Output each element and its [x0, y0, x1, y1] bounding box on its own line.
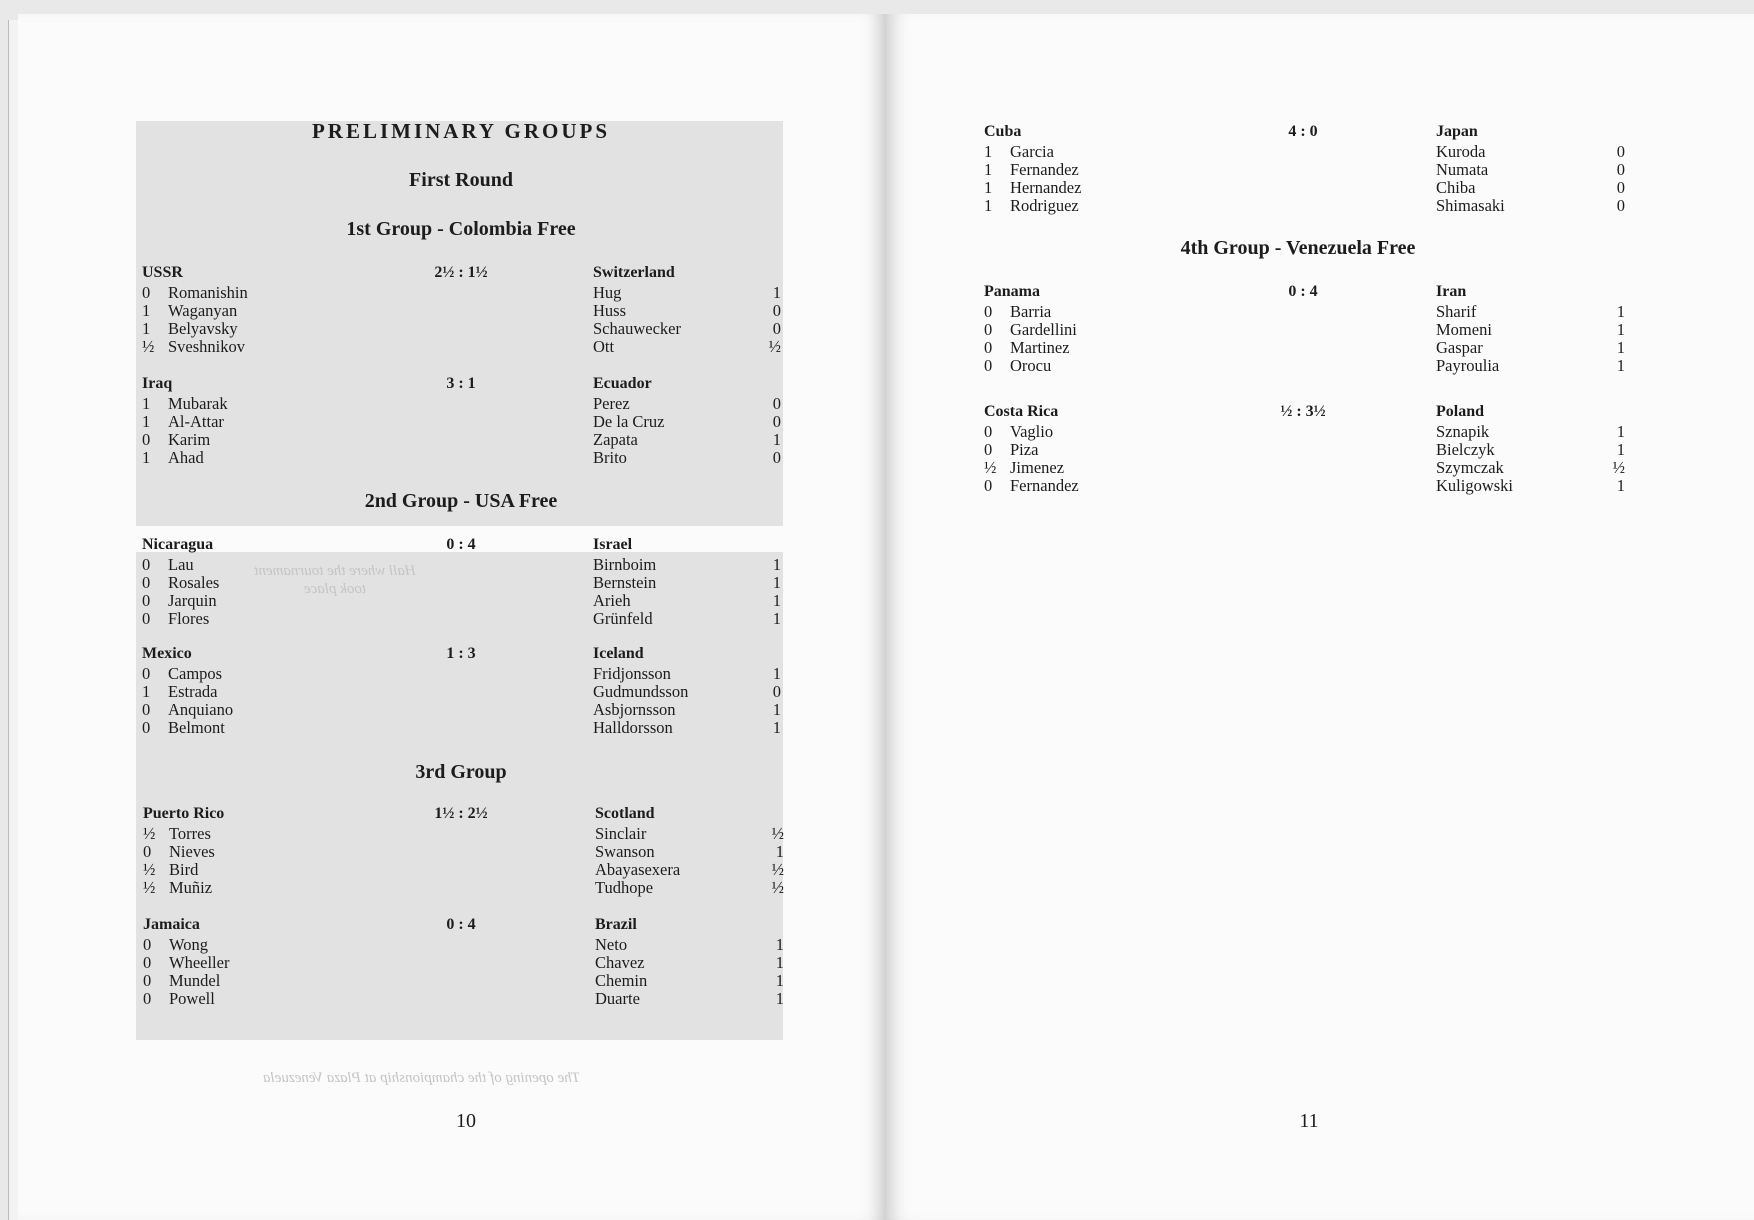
away-player-result: 1 [775, 970, 784, 990]
page-number: 11 [1299, 1110, 1319, 1132]
player-name: Torres [169, 824, 211, 843]
away-player-result: 0 [1616, 177, 1625, 197]
away-player-name: Fridjonsson [593, 664, 671, 683]
player-result: 1 [142, 318, 151, 338]
home-team: Costa Rica [984, 403, 1059, 420]
away-player-name: Brito [593, 447, 627, 467]
home-team: Cuba [984, 123, 1022, 140]
player-name: Al-Attar [168, 411, 224, 431]
away-player-name: Zapata [593, 429, 638, 449]
player-result: 1 [142, 300, 151, 320]
match-score: 1 : 3 [446, 645, 476, 662]
away-team: Brazil [595, 916, 637, 933]
home-player-row [142, 574, 219, 592]
away-player-result: 1 [775, 952, 784, 972]
player-name: Muñiz [169, 877, 213, 897]
player-result: 0 [142, 664, 151, 683]
group-heading: 2nd Group - USA Free [364, 490, 558, 512]
player-result: ½ [984, 457, 997, 477]
player-result: 1 [142, 681, 151, 701]
faded-photo-bottom [136, 552, 783, 1040]
away-player-result: ½ [771, 877, 784, 897]
away-player-name: Huss [593, 300, 627, 320]
away-player-result: 1 [1616, 475, 1625, 495]
player-result: 0 [143, 970, 152, 990]
player-name: Ahad [168, 447, 204, 467]
away-team: Iceland [593, 645, 644, 662]
player-name: Mundel [169, 970, 221, 990]
match-score: 2½ : 1½ [434, 264, 488, 281]
player-result: 0 [142, 699, 151, 719]
away-player-name: Ott [593, 336, 615, 356]
page-number: 10 [456, 1110, 476, 1132]
away-player-name: Sinclair [595, 824, 647, 843]
home-player-row [984, 459, 1064, 477]
home-player-row [984, 143, 1054, 161]
away-player-name: Momeni [1436, 319, 1492, 339]
home-player-row [143, 954, 229, 972]
home-player-row [142, 719, 225, 737]
player-result: 0 [984, 355, 993, 375]
player-name: Nieves [169, 841, 215, 861]
home-player-row [143, 825, 211, 843]
away-player-name: Chavez [595, 952, 645, 972]
home-team: Iraq [142, 375, 173, 392]
home-team: USSR [142, 264, 183, 281]
away-team: Ecuador [593, 375, 652, 392]
player-result: 0 [142, 572, 151, 592]
home-player-row [984, 423, 1053, 441]
away-player-name: Grünfeld [593, 608, 653, 628]
home-team: Jamaica [143, 916, 200, 933]
player-name: Hernandez [1010, 177, 1082, 197]
away-player-name: Birnboim [593, 555, 657, 574]
away-team: Poland [1436, 403, 1485, 420]
home-player-row [142, 338, 245, 356]
away-player-result: 1 [775, 841, 784, 861]
player-name: Bird [169, 859, 199, 879]
away-player-result: 1 [1616, 439, 1625, 459]
away-player-name: Kuligowski [1436, 475, 1514, 495]
player-result: 0 [142, 283, 151, 302]
home-player-row [142, 395, 228, 413]
player-result: 1 [142, 447, 151, 467]
player-result: 1 [984, 177, 993, 197]
match-score: 3 : 1 [446, 375, 476, 392]
match-score: 0 : 4 [1288, 283, 1318, 300]
player-result: 0 [143, 935, 152, 954]
round-heading: First Round [409, 169, 513, 191]
away-player-result: 1 [1616, 422, 1625, 441]
away-player-result: 1 [772, 590, 781, 610]
home-player-row [143, 879, 212, 897]
player-result: 0 [142, 608, 151, 628]
away-player-result: 0 [772, 681, 781, 701]
away-player-result: 0 [1616, 159, 1625, 179]
player-result: 0 [984, 319, 993, 339]
away-player-name: Bielczyk [1436, 439, 1495, 459]
away-player-result: 1 [772, 283, 781, 302]
home-player-row [984, 321, 1077, 339]
away-player-name: Asbjornsson [593, 699, 676, 719]
player-result: 0 [984, 439, 993, 459]
home-player-row [984, 441, 1038, 459]
away-team: Scotland [595, 805, 655, 822]
away-player-result: 1 [772, 429, 781, 449]
player-result: 0 [984, 475, 993, 495]
away-player-name: Halldorsson [593, 717, 673, 737]
home-player-row [984, 303, 1051, 321]
home-team: Mexico [142, 645, 192, 662]
home-player-row [984, 161, 1079, 179]
away-player-result: ½ [768, 336, 781, 356]
player-name: Sveshnikov [168, 336, 246, 356]
player-result: 0 [142, 717, 151, 737]
player-result: 1 [984, 195, 993, 215]
home-player-row [142, 284, 248, 302]
home-player-row [143, 972, 220, 990]
player-result: ½ [142, 336, 155, 356]
away-player-name: Neto [595, 935, 628, 954]
away-player-name: Duarte [595, 988, 640, 1008]
home-player-row [984, 477, 1079, 495]
photo-caption-bottom: The opening of the championship at Plaza Venezuela [263, 1070, 581, 1086]
away-player-result: 1 [775, 988, 784, 1008]
match-score: 0 : 4 [446, 916, 476, 933]
player-result: 1 [142, 394, 151, 413]
player-name: Flores [168, 608, 210, 628]
player-result: 0 [984, 337, 993, 357]
player-name: Mubarak [168, 394, 228, 413]
away-player-name: Arieh [593, 590, 631, 610]
home-player-row [142, 431, 210, 449]
away-player-name: Schauwecker [593, 318, 681, 338]
player-name: Piza [1010, 439, 1039, 459]
away-player-name: Bernstein [593, 572, 657, 592]
player-result: ½ [143, 859, 156, 879]
player-name: Campos [168, 664, 223, 683]
home-player-row [984, 339, 1070, 357]
group-heading: 3rd Group [415, 761, 507, 783]
home-player-row [142, 449, 204, 467]
home-player-row [142, 665, 222, 683]
player-name: Wong [169, 935, 209, 954]
away-team: Israel [593, 536, 633, 553]
home-team: Panama [984, 283, 1040, 300]
away-player-result: 0 [772, 394, 781, 413]
away-player-name: Sznapik [1436, 422, 1490, 441]
away-player-name: Chemin [595, 970, 648, 990]
player-name: Romanishin [168, 283, 248, 302]
player-result: 0 [143, 841, 152, 861]
away-player-result: 1 [1616, 355, 1625, 375]
player-name: Martinez [1010, 337, 1070, 357]
home-player-row [143, 990, 215, 1008]
away-player-result: 1 [772, 664, 781, 683]
match-score: 0 : 4 [446, 536, 476, 553]
player-name: Belyavsky [168, 318, 238, 338]
match-score: 1½ : 2½ [434, 805, 488, 822]
home-player-row [142, 320, 238, 338]
home-team: Nicaragua [142, 536, 214, 553]
away-player-name: Abayasexera [595, 859, 681, 879]
player-name: Rosales [168, 572, 220, 592]
away-player-result: 1 [1616, 319, 1625, 339]
home-player-row [984, 357, 1051, 375]
away-player-name: Gaspar [1436, 337, 1483, 357]
away-player-result: 0 [1616, 142, 1625, 161]
player-result: 1 [984, 142, 993, 161]
away-player-result: 1 [772, 572, 781, 592]
player-result: 0 [143, 952, 152, 972]
away-player-result: 1 [1616, 302, 1625, 321]
home-player-row [142, 610, 209, 628]
home-player-row [142, 592, 217, 610]
page-title: PRELIMINARY GROUPS [311, 119, 611, 143]
away-player-result: 0 [772, 411, 781, 431]
home-team: Puerto Rico [143, 805, 225, 822]
away-player-name: Shimasaki [1436, 195, 1505, 215]
player-result: 0 [984, 422, 993, 441]
away-player-result: ½ [771, 824, 784, 843]
player-name: Gardellini [1010, 319, 1077, 339]
player-result: ½ [143, 877, 156, 897]
away-player-name: Perez [593, 394, 630, 413]
player-result: 0 [142, 590, 151, 610]
group-heading: 1st Group - Colombia Free [346, 218, 576, 240]
player-name: Jimenez [1010, 457, 1065, 477]
away-player-name: Kuroda [1436, 142, 1486, 161]
away-team: Iran [1436, 283, 1467, 300]
player-result: 1 [142, 411, 151, 431]
away-player-result: ½ [1612, 457, 1625, 477]
player-name: Powell [169, 988, 215, 1008]
player-name: Garcia [1010, 142, 1054, 161]
home-player-row [142, 683, 217, 701]
player-name: Fernandez [1010, 159, 1079, 179]
away-player-result: 1 [772, 555, 781, 574]
away-team: Switzerland [593, 264, 675, 281]
away-player-result: 0 [772, 300, 781, 320]
match-score: ½ : 3½ [1280, 403, 1326, 420]
away-player-result: 1 [775, 935, 784, 954]
home-player-row [142, 701, 233, 719]
away-player-name: Numata [1436, 159, 1489, 179]
home-player-row [142, 302, 237, 320]
away-player-result: 1 [772, 608, 781, 628]
home-player-row [142, 556, 194, 574]
away-player-name: Chiba [1436, 177, 1476, 197]
away-team: Japan [1436, 123, 1478, 140]
away-player-name: Szymczak [1436, 457, 1504, 477]
away-player-name: Gudmundsson [593, 681, 689, 701]
home-player-row [984, 179, 1081, 197]
group-heading: 4th Group - Venezuela Free [1180, 237, 1416, 259]
player-result: 0 [984, 302, 993, 321]
player-name: Barria [1010, 302, 1052, 321]
home-player-row [142, 413, 224, 431]
player-name: Wheeller [169, 952, 230, 972]
player-name: Anquiano [168, 699, 234, 719]
away-player-result: 0 [772, 447, 781, 467]
player-result: 0 [142, 429, 151, 449]
player-name: Vaglio [1010, 422, 1054, 441]
player-result: ½ [143, 824, 156, 843]
away-player-name: Hug [593, 283, 622, 302]
player-name: Karim [168, 429, 211, 449]
away-player-name: Payroulia [1436, 355, 1500, 375]
away-player-name: Sharif [1436, 302, 1477, 321]
away-player-result: 0 [772, 318, 781, 338]
player-name: Rodriguez [1010, 195, 1079, 215]
player-name: Lau [168, 555, 194, 574]
home-player-row [143, 861, 198, 879]
player-result: 0 [143, 988, 152, 1008]
home-player-row [984, 197, 1079, 215]
away-player-name: Swanson [595, 841, 655, 861]
away-player-name: Tudhope [595, 877, 654, 897]
player-name: Orocu [1010, 355, 1052, 375]
away-player-result: 0 [1616, 195, 1625, 215]
match-score: 4 : 0 [1288, 123, 1318, 140]
away-player-name: De la Cruz [593, 411, 665, 431]
home-player-row [143, 936, 208, 954]
player-name: Waganyan [168, 300, 238, 320]
away-player-result: ½ [771, 859, 784, 879]
player-result: 1 [984, 159, 993, 179]
away-player-result: 1 [1616, 337, 1625, 357]
player-result: 0 [142, 555, 151, 574]
player-name: Estrada [168, 681, 218, 701]
away-player-result: 1 [772, 717, 781, 737]
player-name: Belmont [168, 717, 225, 737]
photo-caption-top: Hall where the tournament took place [254, 563, 416, 597]
player-name: Fernandez [1010, 475, 1079, 495]
player-name: Jarquin [168, 590, 217, 610]
home-player-row [143, 843, 215, 861]
away-player-result: 1 [772, 699, 781, 719]
